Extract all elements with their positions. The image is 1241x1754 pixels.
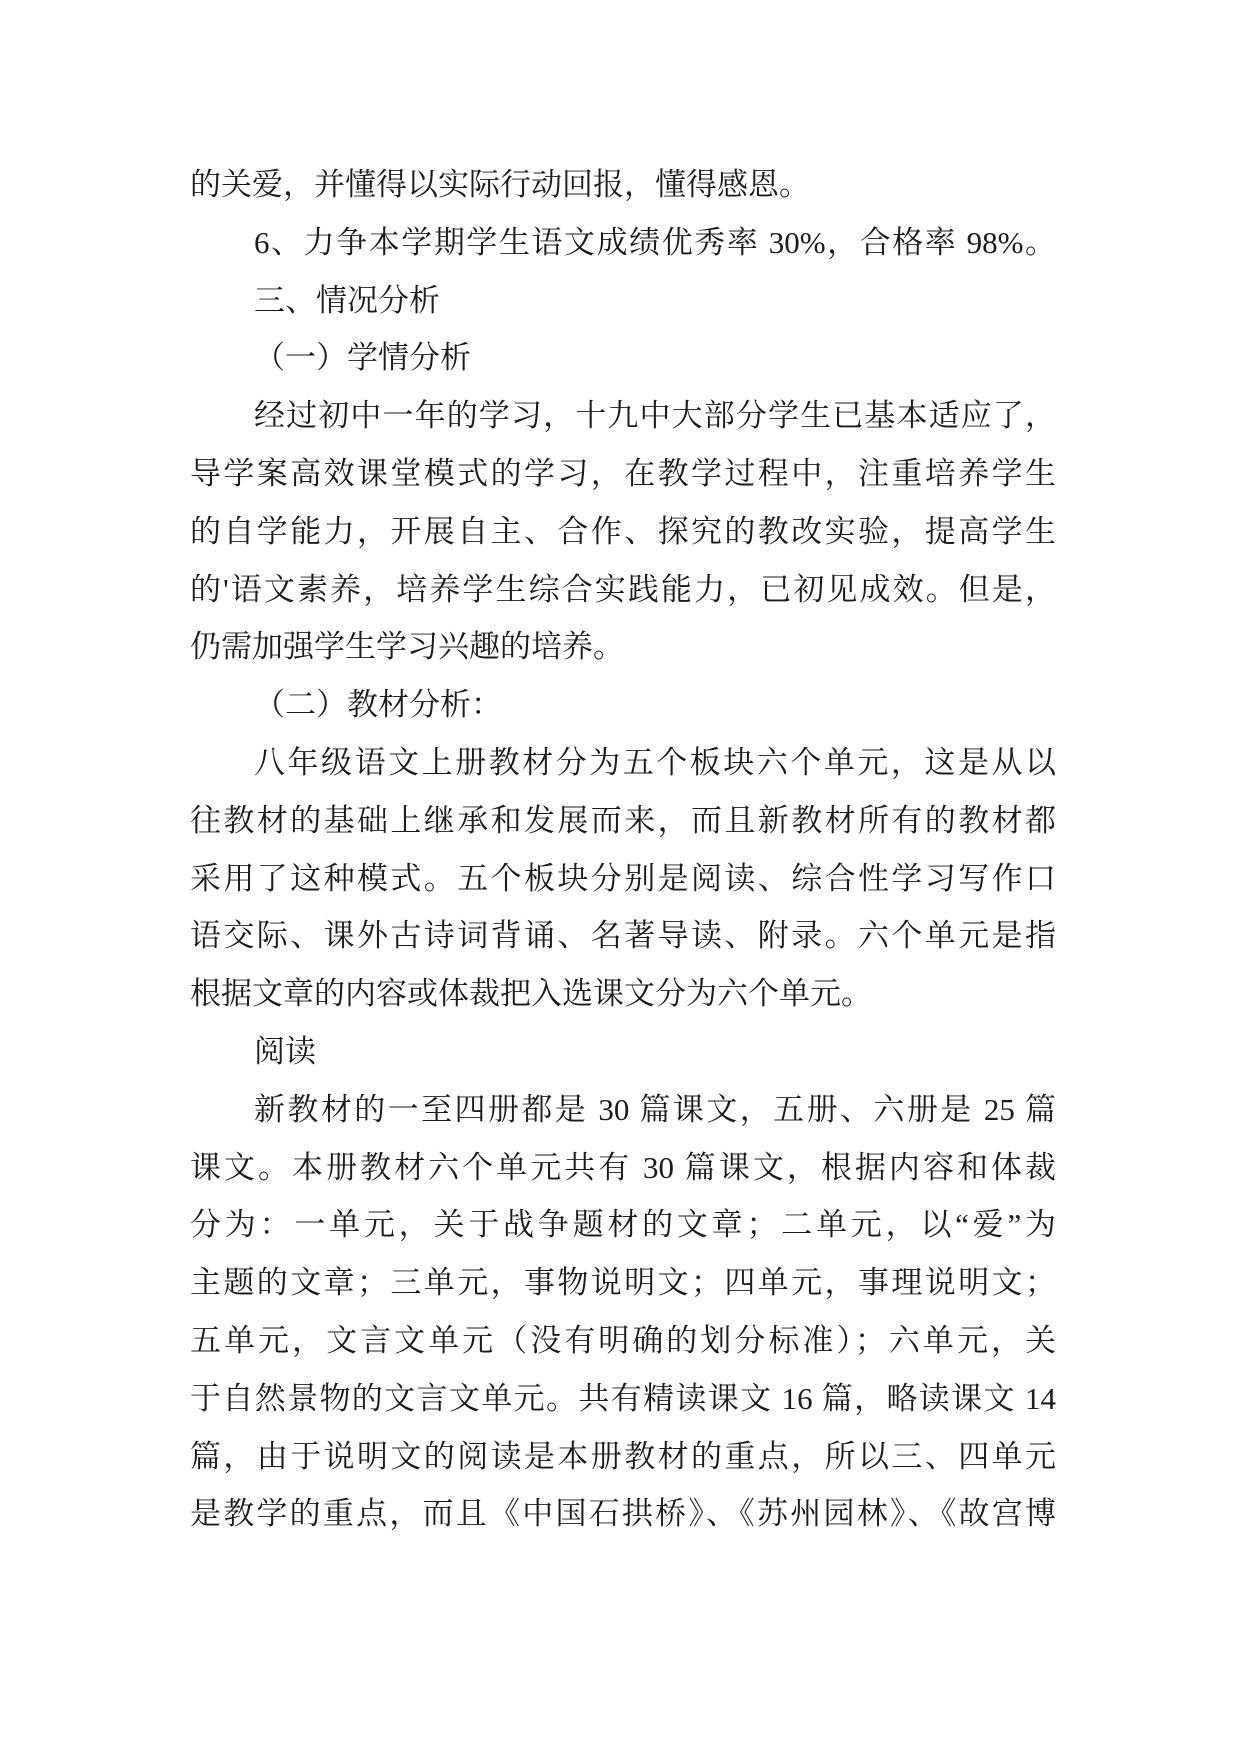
document-body	[190, 156, 1056, 1543]
text-line: 八年级语文上册教材分为五个板块六个单元，这是从以	[254, 744, 1056, 780]
text-line: 往教材的基础上继承和发展而来，而且新教材所有的教材都	[190, 802, 1056, 838]
subsection-heading-text: 阅读	[254, 1033, 316, 1069]
text-line: 语交际、课外古诗词背诵、名著导读、附录。六个单元是指	[190, 918, 1056, 954]
text-line: 的关爱，并懂得以实际行动回报，懂得感恩。	[190, 167, 810, 202]
text-line: 根据文章的内容或体裁把入选课文分为六个单元。	[190, 976, 872, 1012]
text-line: 的自学能力，开展自主、合作、探究的教改实验，提高学生	[190, 513, 1056, 549]
section-heading-text: 三、情况分析	[254, 282, 440, 318]
text-line: 五单元，文言文单元（没有明确的划分标准）；六单元，关	[190, 1322, 1056, 1358]
text-line: 课文。本册教材六个单元共有 30 篇课文，根据内容和体裁	[190, 1149, 1056, 1185]
text-line: 是教学的重点，而且《中国石拱桥》、《苏州园林》、《故宫博	[190, 1496, 1056, 1532]
text-line: 新教材的一至四册都是 30 篇课文，五册、六册是 25 篇	[254, 1091, 1056, 1127]
subsection-heading	[190, 676, 1056, 734]
subsection-heading-text: （二）教材分析：	[254, 687, 502, 723]
paragraph-textbook-analysis	[190, 734, 1056, 1023]
text-line: 经过初中一年的学习，十九中大部分学生已基本适应了，	[254, 398, 1056, 434]
text-line: 仍需加强学生学习兴趣的培养。	[190, 629, 624, 665]
paragraph-goal-6	[190, 214, 1056, 272]
text-line: 导学案高效课堂模式的学习，在教学过程中，注重培养学生	[190, 455, 1056, 491]
text-line: 采用了这种模式。五个板块分别是阅读、综合性学习写作口	[190, 860, 1056, 896]
subsection-heading	[190, 329, 1056, 387]
paragraph-student-analysis	[190, 387, 1056, 676]
text-line: 于自然景物的文言文单元。共有精读课文 16 篇，略读课文 14	[190, 1380, 1056, 1416]
paragraph-reading	[190, 1081, 1056, 1543]
text-line: 6、力争本学期学生语文成绩优秀率 30%，合格率 98%。	[254, 224, 1056, 260]
text-line: 的'语文素养，培养学生综合实践能力，已初见成效。但是，	[190, 571, 1056, 607]
subsection-heading-text: （一）学情分析	[254, 340, 471, 376]
subsection-heading	[190, 1023, 1056, 1081]
text-line: 主题的文章；三单元，事物说明文；四单元，事理说明文；	[190, 1265, 1056, 1301]
paragraph-continuation	[190, 156, 1056, 214]
section-heading	[190, 272, 1056, 330]
text-line: 篇，由于说明文的阅读是本册教材的重点，所以三、四单元	[190, 1438, 1056, 1474]
text-line: 分为：一单元，关于战争题材的文章；二单元，以“爱”为	[190, 1207, 1056, 1243]
